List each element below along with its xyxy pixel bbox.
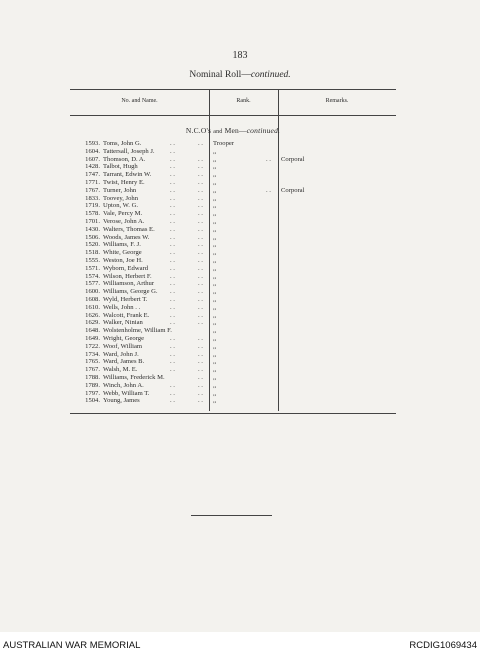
rank-cell: ,, xyxy=(213,202,217,210)
table-row xyxy=(70,265,396,273)
leader-dots: . . xyxy=(198,381,203,389)
service-number: 1747. xyxy=(85,171,100,179)
service-number: 1719. xyxy=(85,202,100,210)
service-number: 1578. xyxy=(85,210,100,218)
leader-dots: . . xyxy=(198,186,203,194)
leader-dots: . . xyxy=(198,303,203,311)
leader-dots: . . xyxy=(170,241,175,249)
soldier-name: Walcott, Frank E. xyxy=(103,311,150,319)
leader-dots: . . xyxy=(198,225,203,233)
soldier-name: Webb, William T. xyxy=(103,389,150,397)
service-number: 1722. xyxy=(85,342,100,350)
rank-cell: ,, xyxy=(213,264,217,272)
table-row xyxy=(70,397,396,405)
section-heading xyxy=(70,126,396,135)
leader-dots: . . xyxy=(170,155,175,163)
leader-dots: . . xyxy=(170,225,175,233)
leader-dots: . . xyxy=(170,272,175,280)
soldier-name: Twist, Henry E. xyxy=(103,178,145,186)
leader-dots: . . xyxy=(170,194,175,202)
table-row xyxy=(70,382,396,390)
leader-dots: . . xyxy=(170,264,175,272)
leader-dots: . . xyxy=(170,319,175,327)
column-header-remarks: Remarks. xyxy=(325,98,349,104)
roll-title xyxy=(0,70,480,80)
leader-dots: . . xyxy=(198,350,203,358)
rank-cell: ,, xyxy=(213,295,217,303)
table-header-rule xyxy=(70,115,396,116)
leader-dots: . . xyxy=(170,397,175,405)
leader-dots: . . xyxy=(198,397,203,405)
soldier-name: Upton, W. G. xyxy=(103,202,138,210)
leader-dots: . . xyxy=(198,194,203,202)
rank-cell: ,, xyxy=(213,210,217,218)
leader-dots: . . xyxy=(198,178,203,186)
leader-dots: . . xyxy=(198,256,203,264)
leader-dots: . . xyxy=(170,217,175,225)
table-row xyxy=(70,163,396,171)
leader-dots: . . xyxy=(198,233,203,241)
table-row xyxy=(70,195,396,203)
rank-cell: ,, xyxy=(213,233,217,241)
rank-cell: ,, xyxy=(213,397,217,405)
remarks-cell: Corporal xyxy=(281,155,305,163)
leader-dots: . . xyxy=(266,186,271,194)
rank-cell: ,, xyxy=(213,288,217,296)
column-header-rank: Rank. xyxy=(236,98,251,104)
table-row xyxy=(70,241,396,249)
table-row xyxy=(70,327,396,335)
soldier-name: Toms, John G. xyxy=(103,140,142,147)
table-row xyxy=(70,148,396,156)
leader-dots: . . xyxy=(170,381,175,389)
section-heading-dash: — xyxy=(238,126,247,135)
leader-dots: . . xyxy=(198,171,203,179)
leader-dots: . . xyxy=(198,288,203,296)
soldier-name: Wyborn, Edward xyxy=(103,264,149,272)
footer-identifier: RCDIG1069434 xyxy=(409,640,477,651)
footer-institution: AUSTRALIAN WAR MEMORIAL xyxy=(3,640,141,651)
leader-dots: . . xyxy=(198,210,203,218)
leader-dots: . . xyxy=(170,334,175,342)
leader-dots: . . xyxy=(170,295,175,303)
soldier-name: Williamson, Arthur xyxy=(103,280,155,288)
leader-dots: . . xyxy=(170,202,175,210)
leader-dots: . . xyxy=(170,233,175,241)
soldier-name: Winch, John A. xyxy=(103,381,144,389)
service-number: 1649. xyxy=(85,334,100,342)
soldier-name: Wells, John . . xyxy=(103,303,141,311)
leader-dots: . . xyxy=(198,217,203,225)
table-row xyxy=(70,335,396,343)
service-number: 1610. xyxy=(85,303,100,311)
rank-cell: ,, xyxy=(213,178,217,186)
soldier-name: Williams, Frederick M. xyxy=(103,373,165,381)
table-row xyxy=(70,374,396,382)
service-number: 1428. xyxy=(85,163,100,171)
section-heading-and: and xyxy=(213,129,223,135)
soldier-name: Wright, George xyxy=(103,334,144,342)
soldier-name: Toovey, John xyxy=(103,194,139,202)
service-number: 1771. xyxy=(85,178,100,186)
leader-dots: . . xyxy=(170,178,175,186)
leader-dots: . . xyxy=(170,163,175,171)
rank-cell: ,, xyxy=(213,311,217,319)
table-bottom-rule xyxy=(70,413,396,414)
service-number: 1555. xyxy=(85,256,100,264)
service-number: 1765. xyxy=(85,358,100,366)
service-number: 1604. xyxy=(85,147,100,155)
leader-dots: . . xyxy=(198,373,203,381)
table-row xyxy=(70,280,396,288)
soldier-name: Williams, F. J. xyxy=(103,241,141,249)
service-number: 1788. xyxy=(85,373,100,381)
table-row xyxy=(70,390,396,398)
leader-dots: . . xyxy=(170,280,175,288)
leader-dots: . . xyxy=(170,140,175,147)
leader-dots: . . xyxy=(198,311,203,319)
table-row xyxy=(70,257,396,265)
rank-cell: ,, xyxy=(213,389,217,397)
leader-dots: . . xyxy=(170,147,175,155)
rank-cell: ,, xyxy=(213,186,217,194)
table-row xyxy=(70,296,396,304)
leader-dots: . . xyxy=(198,202,203,210)
rank-cell: ,, xyxy=(213,171,217,179)
rank-cell: ,, xyxy=(213,350,217,358)
leader-dots: . . xyxy=(170,366,175,374)
leader-dots: . . xyxy=(170,389,175,397)
rank-cell: ,, xyxy=(213,366,217,374)
leader-dots: . . xyxy=(198,366,203,374)
leader-dots: . . xyxy=(170,303,175,311)
leader-dots: . . xyxy=(198,249,203,257)
rank-cell: ,, xyxy=(213,147,217,155)
service-number: 1789. xyxy=(85,381,100,389)
table-row xyxy=(70,226,396,234)
leader-dots: . . xyxy=(170,210,175,218)
service-number: 1574. xyxy=(85,272,100,280)
leader-dots: . . xyxy=(198,163,203,171)
soldier-name: Ward, John J. xyxy=(103,350,139,358)
soldier-name: Verose, John A. xyxy=(103,217,145,225)
rank-cell: ,, xyxy=(213,373,217,381)
soldier-name: Wolstenholme, William F. xyxy=(103,327,172,335)
leader-dots: . . xyxy=(198,334,203,342)
rank-cell: ,, xyxy=(213,327,217,335)
roll-title-main: Nominal Roll— xyxy=(189,70,251,80)
rank-cell: ,, xyxy=(213,217,217,225)
table-row xyxy=(70,202,396,210)
leader-dots: . . xyxy=(198,358,203,366)
table-row xyxy=(70,179,396,187)
leader-dots: . . xyxy=(198,155,203,163)
rank-cell: ,, xyxy=(213,256,217,264)
service-number: 1504. xyxy=(85,397,100,405)
service-number: 1648. xyxy=(85,327,100,335)
rank-cell: ,, xyxy=(213,334,217,342)
soldier-name: Woof, William xyxy=(103,342,143,350)
footer-bar xyxy=(0,632,480,653)
table-row xyxy=(70,312,396,320)
soldier-name: White, George xyxy=(103,249,142,257)
rank-cell: ,, xyxy=(213,342,217,350)
table-row xyxy=(70,249,396,257)
rank-cell: ,, xyxy=(213,381,217,389)
service-number: 1571. xyxy=(85,264,100,272)
leader-dots: . . xyxy=(170,171,175,179)
service-number: 1600. xyxy=(85,288,100,296)
leader-dots: . . xyxy=(170,186,175,194)
service-number: 1593. xyxy=(85,140,100,147)
leader-dots: . . xyxy=(198,280,203,288)
service-number: 1430. xyxy=(85,225,100,233)
leader-dots: . . xyxy=(198,241,203,249)
leader-dots: . . xyxy=(170,342,175,350)
leader-dots: . . xyxy=(198,342,203,350)
service-number: 1577. xyxy=(85,280,100,288)
table-row xyxy=(70,351,396,359)
table-row xyxy=(70,273,396,281)
table-row xyxy=(70,366,396,374)
table-row xyxy=(70,234,396,242)
column-header-name: No. and Name. xyxy=(121,98,158,104)
leader-dots: . . xyxy=(198,295,203,303)
soldier-name: Tattersall, Joseph J. xyxy=(103,147,155,155)
soldier-name: Tarrant, Edwin W. xyxy=(103,171,152,179)
rank-cell: ,, xyxy=(213,319,217,327)
soldier-name: Walsh, M. E. xyxy=(103,366,138,374)
rank-cell: ,, xyxy=(213,225,217,233)
soldier-name: Woods, James W. xyxy=(103,233,150,241)
service-number: 1701. xyxy=(85,217,100,225)
leader-dots: . . xyxy=(170,249,175,257)
service-number: 1626. xyxy=(85,311,100,319)
soldier-name: Wilson, Herbert F. xyxy=(103,272,152,280)
rank-cell: ,, xyxy=(213,155,217,163)
rank-cell: ,, xyxy=(213,241,217,249)
table-row xyxy=(70,343,396,351)
table-top-rule xyxy=(70,89,396,90)
service-number: 1767. xyxy=(85,186,100,194)
service-number: 1734. xyxy=(85,350,100,358)
rank-cell: ,, xyxy=(213,358,217,366)
table-row xyxy=(70,288,396,296)
soldier-name: Young, James xyxy=(103,397,140,405)
rank-cell: ,, xyxy=(213,280,217,288)
roll-title-continued: continued. xyxy=(250,70,291,80)
section-heading-continued: continued. xyxy=(246,126,281,135)
soldier-name: Walker, Ninian xyxy=(103,319,143,327)
service-number: 1506. xyxy=(85,233,100,241)
table-row xyxy=(70,218,396,226)
soldier-name: Talbot, Hugh xyxy=(103,163,138,171)
leader-dots: . . xyxy=(170,311,175,319)
remarks-cell: Corporal xyxy=(281,186,305,194)
leader-dots: . . xyxy=(198,389,203,397)
leader-dots: . . xyxy=(198,272,203,280)
service-number: 1797. xyxy=(85,389,100,397)
leader-dots: . . xyxy=(170,350,175,358)
table-row xyxy=(70,171,396,179)
leader-dots: . . xyxy=(170,358,175,366)
rank-cell: ,, xyxy=(213,163,217,171)
service-number: 1767. xyxy=(85,366,100,374)
rank-cell: ,, xyxy=(213,303,217,311)
roll-rows xyxy=(70,140,396,405)
rank-cell: ,, xyxy=(213,194,217,202)
table-row xyxy=(70,187,396,195)
service-number: 1518. xyxy=(85,249,100,257)
soldier-name: Walters, Thomas E. xyxy=(103,225,155,233)
service-number: 1520. xyxy=(85,241,100,249)
leader-dots: . . xyxy=(198,264,203,272)
soldier-name: Wyld, Herbert T. xyxy=(103,295,148,303)
soldier-name: Thomson, D. A. xyxy=(103,155,146,163)
service-number: 1607. xyxy=(85,155,100,163)
service-number: 1608. xyxy=(85,295,100,303)
leader-dots: . . xyxy=(266,155,271,163)
soldier-name: Weston, Joe H. xyxy=(103,256,143,264)
service-number: 1629. xyxy=(85,319,100,327)
table-row xyxy=(70,210,396,218)
section-heading-men: Men xyxy=(224,126,239,135)
soldier-name: Vale, Percy M. xyxy=(103,210,143,218)
section-heading-nco: .C.O's xyxy=(191,126,212,135)
rank-cell: ,, xyxy=(213,272,217,280)
page-number: 183 xyxy=(232,50,248,61)
table-row xyxy=(70,319,396,327)
table-row xyxy=(70,140,396,148)
table-row xyxy=(70,304,396,312)
leader-dots: . . xyxy=(170,288,175,296)
rank-cell: Trooper xyxy=(213,140,235,147)
service-number: 1833. xyxy=(85,194,100,202)
leader-dots: . . xyxy=(198,140,203,147)
table-row xyxy=(70,156,396,164)
leader-dots: . . xyxy=(198,319,203,327)
leader-dots: . . xyxy=(170,256,175,264)
soldier-name: Turner, John xyxy=(103,186,137,194)
soldier-name: Williams, George G. xyxy=(103,288,158,296)
end-rule xyxy=(191,515,272,516)
soldier-name: Ward, James B. xyxy=(103,358,145,366)
section-heading-initial: N xyxy=(185,126,192,135)
rank-cell: ,, xyxy=(213,249,217,257)
table-row xyxy=(70,358,396,366)
